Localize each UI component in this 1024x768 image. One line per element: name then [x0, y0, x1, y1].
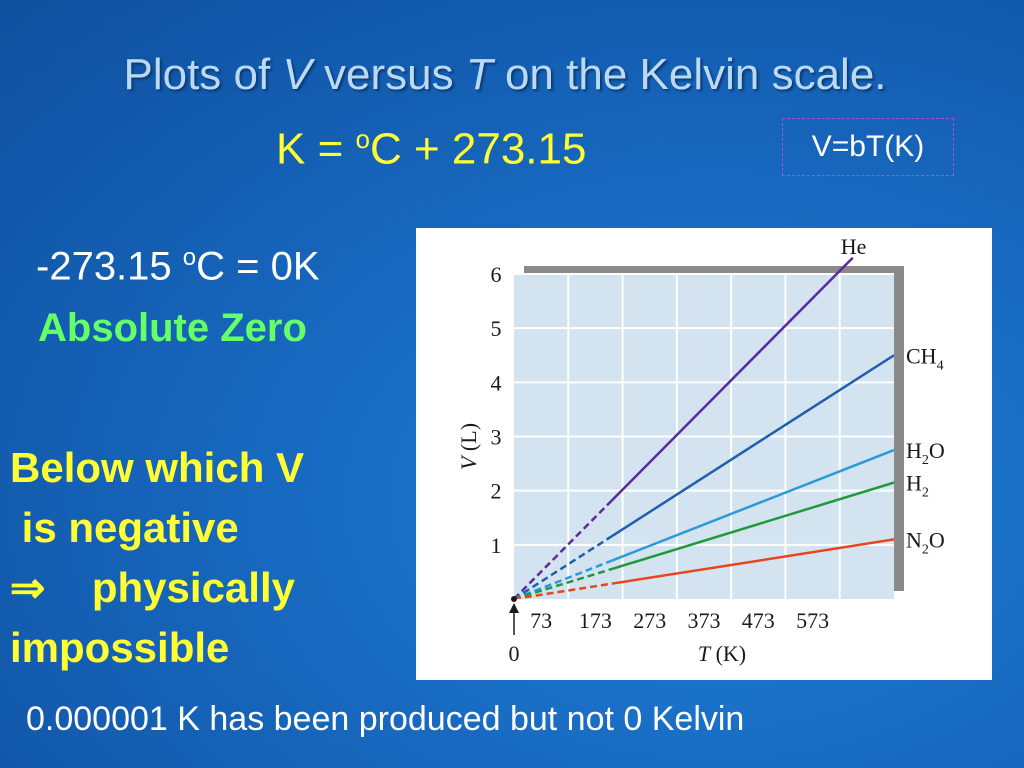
absolute-zero-point: [511, 596, 517, 602]
charles-law-box: V=bT(K): [782, 118, 954, 176]
y-tick-label: 5: [490, 316, 502, 342]
x-tick-label: 473: [741, 608, 775, 633]
footer-note: 0.000001 K has been produced but not 0 Kelvin: [26, 700, 745, 738]
x-tick-label: 173: [578, 608, 612, 633]
kelvin-conversion-formula: K = $^o$C + 273.15: [276, 124, 587, 174]
x-axis-label: T (K): [697, 641, 747, 666]
x-origin-label: 0: [508, 641, 520, 666]
slide-title: Plots of V versus T on the Kelvin scale.: [123, 50, 887, 99]
volume-temperature-chart: [416, 228, 992, 680]
y-tick-label: 1: [490, 532, 502, 558]
absolute-zero-label: Absolute Zero: [38, 306, 307, 350]
chart-svg: [416, 228, 992, 680]
x-tick-label: 73: [530, 608, 553, 633]
y-tick-label: 4: [490, 370, 502, 396]
origin-arrowhead: [509, 603, 519, 613]
x-tick-label: 573: [796, 608, 830, 633]
series-label: $CH_4$: [906, 343, 944, 374]
series-label: $H_2O$: [906, 438, 945, 469]
y-tick-label: 2: [490, 478, 502, 504]
series-label: He: [840, 234, 867, 259]
negative-volume-note: Below which V is negative ⇒ physically impossible: [10, 444, 305, 671]
absolute-zero-equation: -273.15 $^o$C = 0K: [36, 244, 320, 289]
series-label: $H_2$: [906, 470, 929, 501]
x-tick-label: 373: [687, 608, 721, 633]
x-tick-label: 273: [633, 608, 667, 633]
series-label: $N_2O$: [906, 527, 945, 558]
y-tick-label: 6: [490, 262, 502, 287]
y-axis-label: V (L): [456, 422, 481, 471]
y-tick-label: 3: [490, 424, 502, 450]
